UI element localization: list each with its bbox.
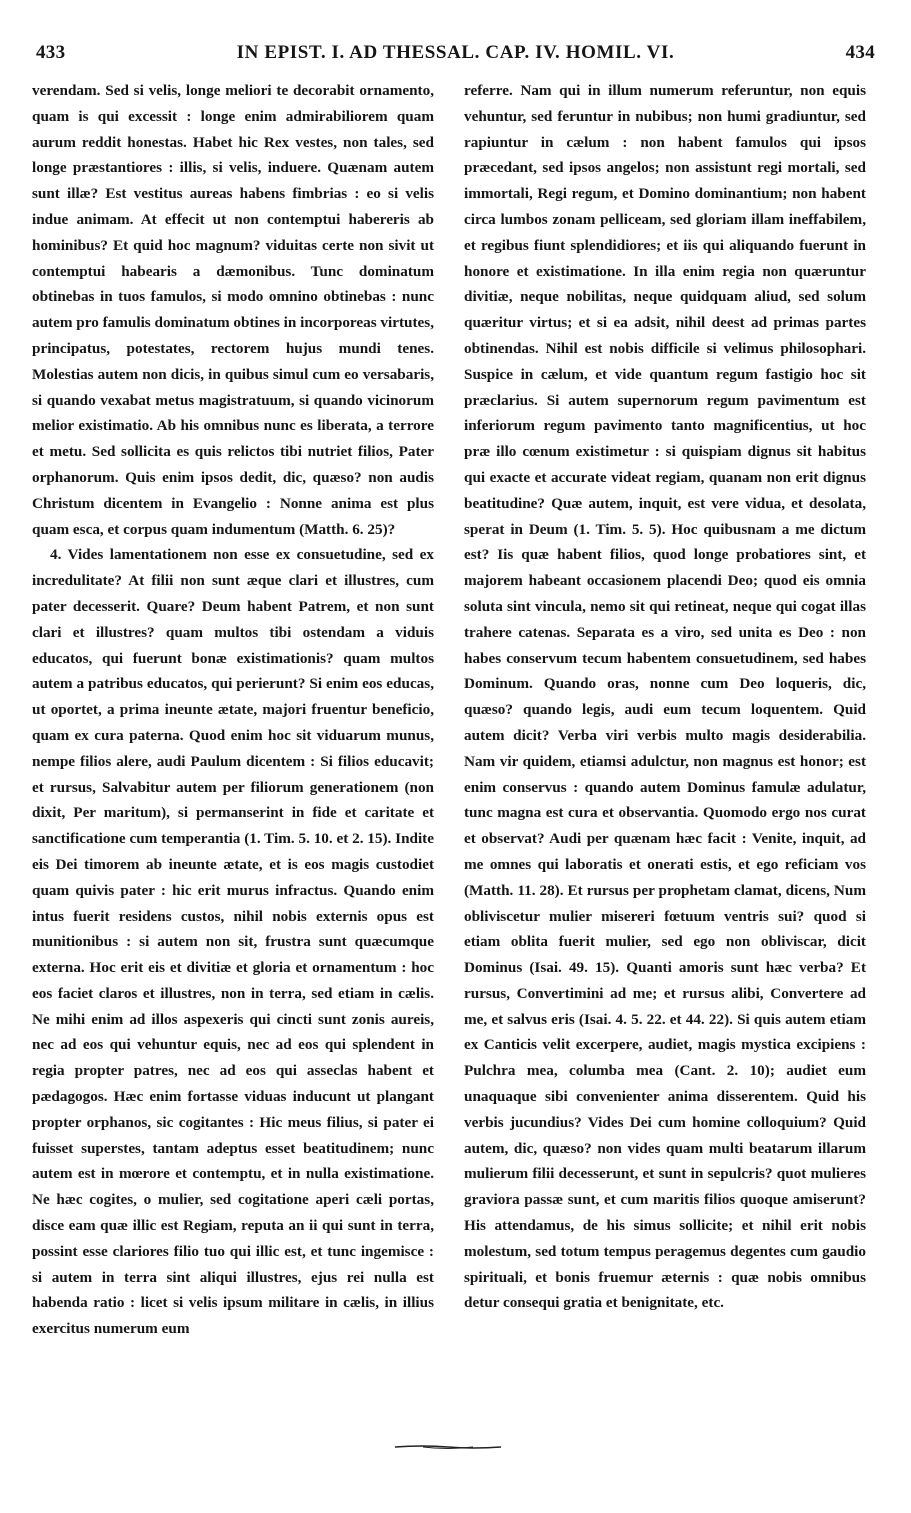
- end-ornament-rule: [393, 1442, 503, 1452]
- running-header: [28, 38, 883, 68]
- left-column: [32, 78, 434, 1388]
- paragraph-continued-right: referre. Nam qui in illum numerum referuntur, non equis vehuntur, sed feruntur in nubibus; non humi gradiuntur, sed rapiuntur in cælum : non habent famulos qui ipsos præcedant, sed ipsos angelos; non assistunt regi mortali, sed immortali, Regi regum, et Domino dominantium; non habent circa lumbos zonam pelliceam, sed gloriam illam ineffabilem, et regibus fiunt splendidiores; et iis qui aliquando fuerunt in honore et existimatione. In illa enim regia non quæruntur divitiæ, neque nobilitas, neque quidquam aliud, sed solum quæritur virtus; et si ea adsit, nihil deest ad primas partes obtinendas. Nihil est nobis difficile si velimus philosophari. Suspice in cælum, et vide quantum regum fastigio hoc sit præclarius. Si autem supernorum regum pavimentum est inferiorum regum pavimento tanto magnificentius, ut hoc præ illo cœnum existimetur : si quispiam dignus sit habitus qui exacte et accurate videat regiam, quanam non erit dignus beatitudine? Quæ autem, inquit, est vere vidua, et desolata, sperat in Deum (1. Tim. 5. 5). Hoc quibusnam a me dictum est? Iis quæ habent filios, quod longe probatiores sint, et majorem habeant occasionem placendi Deo; quod eis omnia soluta sint vincula, nemo sit qui retineat, neque qui cogat illas trahere catenas. Separata es a viro, sed unita es Deo : non habes conservum tecum habentem consuetudinem, sed habes Dominum. Quando oras, nonne cum Deo loqueris, dic, quæso? quando legis, audi eum tecum loquentem. Quid autem dicit? Verba viri verbis multo magis desiderabilia. Nam vir quidem, etiamsi adulctur, non magnus est honor; est enim conservus : quando autem Dominus famulæ adulatur, tunc magna est cura et observantia. Quomodo ergo nos curat et observat? Audi per quænam hæc facit : Venite, inquit, ad me omnes qui laboratis et onerati estis, et ego reficiam vos (Matth. 11. 28). Et rursus per prophetam clamat, dicens, Num obliviscetur mulier misereri fœtuum ventris sui? quod si etiam oblita fuerit mulier, sed ego non obliviscar, dicit Dominus (Isai. 49. 15). Quanti amoris sunt hæc verba? Et rursus, Convertimini ad me; et rursus alibi, Convertere ad me, et salvus eris (Isai. 4. 5. 22. et 44. 22). Si quis autem etiam ex Canticis velit excerpere, audiet, magis mystica excipiens : Pulchra mea, columba mea (Cant. 2. 10); audiet eum unaquaque sibi convenienter anima disserentem. Quid his verbis jucundius? Vides Dei cum homine colloquium? Quid autem, dic, quæso? non vides quam multi beatarum illarum mulierum filii decesserunt, et sunt in sepulcris? quot mulieres graviora passæ sunt, et cum maritis filios quoque amiserunt? His attendamus, de his simus sollicite; et nihil erit nobis molestum, sed totum tempus peragemus degentes cum gaudio spirituali, et bonis fruemur æternis : quæ nobis omnibus detur consequi gratia et benignitate, etc.: [464, 82, 866, 1312]
- page-number-left: 433: [36, 42, 66, 63]
- paragraph-4: 4. Vides lamentationem non esse ex consuetudine, sed ex incredulitate? At filii non sunt æque clari et illustres, cum pater decesserit. Quare? Deum habent Patrem, et non sunt clari et illustres? quam multos tibi ostendam a viduis educatos, qui fuerunt bonæ existimationis? quam multos autem a patribus educatos, qui perierunt? Si enim eos educas, ut oportet, a prima ineunte ætate, majori fruentur beneficio, quam ex cura paterna. Quod enim hoc sit viduarum munus, nempe filios alere, audi Paulum dicentem : Si filios educavit; et rursus, Salvabitur autem per filiorum generationem (non dixit, Per maritum), si permanserint in fide et caritate et sanctificatione cum temperantia (1. Tim. 5. 10. et 2. 15). Indite eis Dei timorem ab ineunte ætate, et is eos magis custodiet quam quivis pater : hic erit murus infractus. Quando enim intus fuerit residens custos, nihil nobis externis opus est munitionibus : si autem non sit, frustra sunt quæcumque externa. Hoc erit eis et divitiæ et gloria et ornamentum : hoc eos faciet claros et illustres, non in terra, sed etiam in cælis. Ne mihi enim ad illos aspexeris qui cincti sunt zonis aureis, nec ad eos qui vehuntur equis, nec ad eos qui splendent in regia propter patres, nec ad eos qui asseclas habent et pædagogos. Hæc enim fortasse viduas inducunt ut plangant propter orphanos, sic cogitantes : Hic meus filius, si pater ei fuisset superstes, tantam adeptus esset beatitudinem; nunc autem est in mœrore et contemptu, et in nulla existimatione. Ne hæc cogites, o mulier, sed cogitatione aperi cæli portas, disce eam quæ illic est Regiam, reputa an ii qui sunt in terra, possint esse clariores filio tuo qui illic est, et tunc ingemisce : si autem in terra sint aliqui illustres, ejus rei nulla est habenda ratio : licet si velis ipsum militare in cælis, in illius exercitus numerum eum: [32, 546, 434, 1338]
- page-number-right: 434: [845, 42, 875, 63]
- paragraph-continued: verendam. Sed si velis, longe meliori te decorabit ornamento, quam is qui excessit : longe enim admirabiliorem quam aurum reddit honestas. Habet hic Rex vestes, non tales, sed longe præstantiores : illis, si velis, induere. Quænam autem sunt illæ? Est vestitus aureas habens fimbrias : eo si velis indue animam. At effecit ut non contemptui habereris ab hominibus? Et quid hoc magnum? viduitas certe non sivit ut contemptui habearis a dæmonibus. Tunc dominatum obtinebas in tuos famulos, si modo omnino obtinebas : nunc autem pro famulis dominatum obtines in incorporeas virtutes, principatus, potestates, rectorem hujus mundi tenes. Molestias autem non dicis, in quibus simul cum eo versabaris, si quando vexabat metus magistratuum, si quando vicinorum melior existimatio. Ab his omnibus nunc es liberata, a terrore et metu. Sed sollicita es quis relictos tibi nutriet filios, Pater orphanorum. Quis enim ipsos dedit, dic, quæso? non audis Christum dicentem in Evangelio : Nonne anima est plus quam esca, et corpus quam indumentum (Matth. 6. 25)?: [32, 82, 434, 538]
- right-column: [464, 78, 866, 1388]
- running-title: IN EPIST. I. AD THESSAL. CAP. IV. HOMIL. VI.: [236, 42, 675, 63]
